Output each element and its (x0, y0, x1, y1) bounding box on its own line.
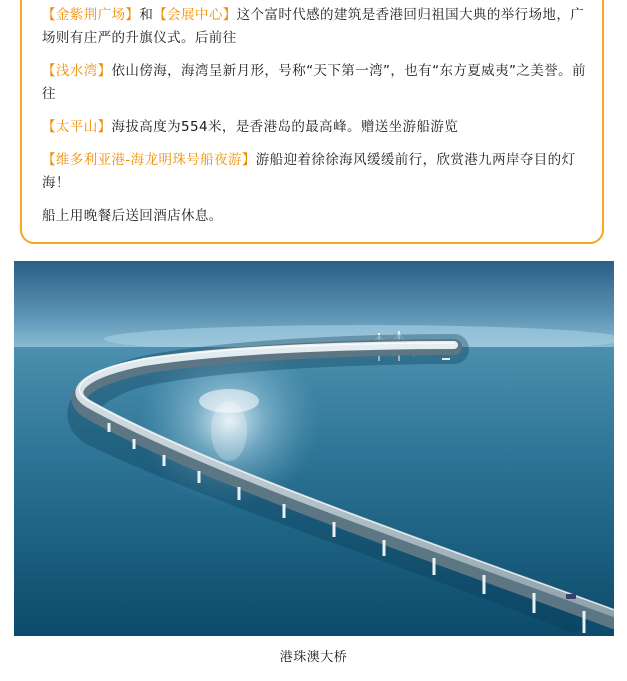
description-text: 船上用晚餐后送回酒店休息。 (42, 208, 223, 224)
distant-boat (442, 358, 450, 360)
description-text: 依山傍海，海湾呈新月形，号称“天下第一湾”，也有“东方夏威夷”之美誉。前往 (42, 63, 586, 102)
bridge-illustration (14, 261, 614, 636)
place-victoria-harbour-cruise: 【维多利亚港-海龙明珠号船夜游】 (42, 152, 256, 168)
place-golden-bauhinia-square: 【金紫荆广场】 (42, 7, 140, 23)
bridge-photo (14, 261, 614, 636)
paragraph-harbour-cruise (42, 149, 590, 195)
paragraph-victoria-peak (42, 116, 590, 139)
reflection-streak (211, 401, 247, 461)
paragraph-repulse-bay (42, 60, 590, 106)
place-convention-centre: 【会展中心】 (153, 7, 237, 23)
description-text: 海拔高度为554米，是香港岛的最高峰。赠送坐游船游览 (111, 119, 459, 135)
description-text: 这个富时代感的建筑是香港回归祖国大典的举行场地，广场则有庄严的升旗仪式。后前往 (42, 7, 585, 46)
place-repulse-bay: 【浅水湾】 (42, 63, 112, 79)
photo-caption: 港珠澳大桥 (279, 650, 348, 665)
paragraph-golden-bauhinia (42, 4, 590, 50)
vehicle (566, 594, 576, 599)
paragraph-dinner (42, 205, 590, 228)
place-victoria-peak: 【太平山】 (42, 119, 112, 135)
description-text: 游船迎着徐徐海风缓缓前行，欣赏港九两岸夺目的灯海！ (42, 152, 576, 191)
conjunction-text: 和 (139, 7, 154, 23)
itinerary-text (42, 4, 590, 238)
